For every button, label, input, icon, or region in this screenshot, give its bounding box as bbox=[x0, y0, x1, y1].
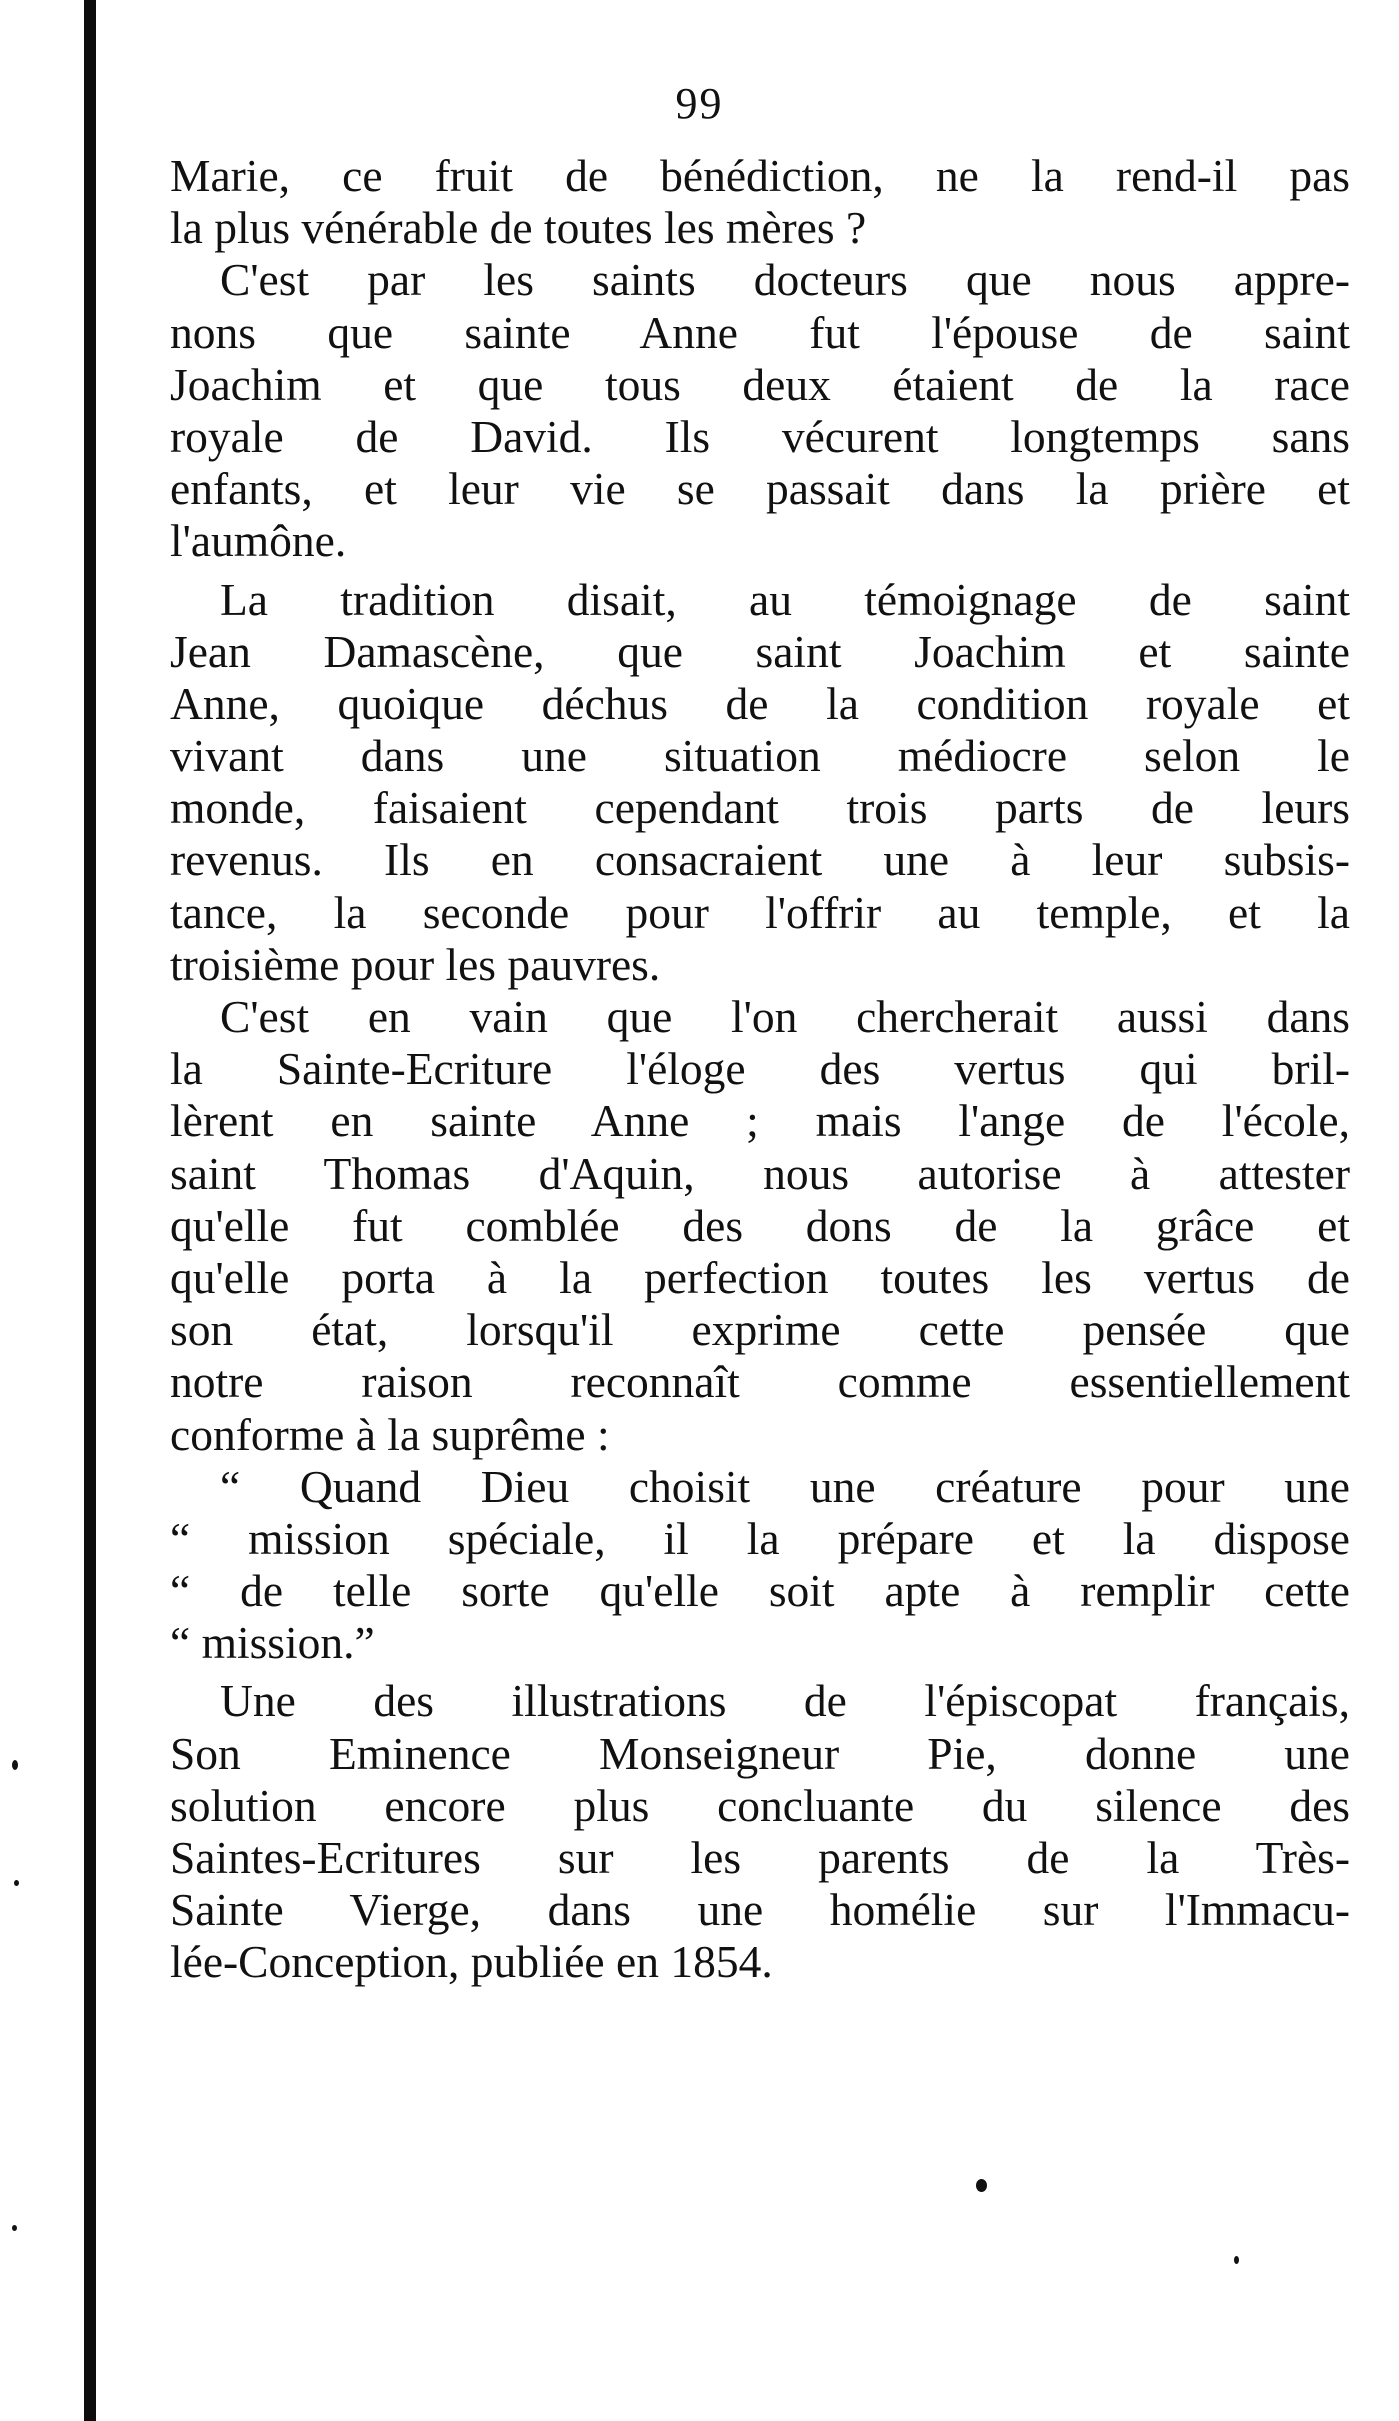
text-line: revenus. Ils en consacraient une à leur subsis- bbox=[170, 834, 1350, 886]
text-line: “ de telle sorte qu'elle soit apte à remplir cette bbox=[170, 1565, 1350, 1617]
text-line: lée-Conception, publiée en 1854. bbox=[170, 1936, 773, 1988]
text-line: La tradition disait, au témoignage de saint bbox=[220, 573, 1350, 625]
text-line: royale de David. Ils vécurent longtemps sans bbox=[170, 410, 1350, 462]
paragraph-1 bbox=[170, 150, 1350, 254]
text-line: Joachim et que tous deux étaient de la race bbox=[170, 358, 1350, 410]
text-line: lèrent en sainte Anne ; mais l'ange de l'école, bbox=[170, 1095, 1350, 1147]
text-line: tance, la seconde pour l'offrir au temple, et la bbox=[170, 886, 1350, 938]
paragraph-3 bbox=[170, 574, 1350, 992]
text-line: enfants, et leur vie se passait dans la prière et bbox=[170, 463, 1350, 515]
text-line: nons que sainte Anne fut l'épouse de saint bbox=[170, 306, 1350, 358]
text-line: solution encore plus concluante du silence des bbox=[170, 1779, 1350, 1831]
text-line: son état, lorsqu'il exprime cette pensée que bbox=[170, 1304, 1350, 1356]
text-line: saint Thomas d'Aquin, nous autorise à attester bbox=[170, 1147, 1350, 1199]
text-line: monde, faisaient cependant trois parts de leurs bbox=[170, 782, 1350, 834]
ink-speck bbox=[14, 1880, 19, 1886]
text-line: la Sainte-Ecriture l'éloge des vertus qui bril- bbox=[170, 1043, 1350, 1095]
text-line: Marie, ce fruit de bénédiction, ne la rend-il pas bbox=[170, 150, 1350, 201]
text-line: conforme à la suprême : bbox=[170, 1408, 610, 1460]
text-line: Son Eminence Monseigneur Pie, donne une bbox=[170, 1727, 1350, 1779]
paragraph-2 bbox=[170, 254, 1350, 567]
text-line: vivant dans une situation médiocre selon le bbox=[170, 730, 1350, 782]
text-line: qu'elle porta à la perfection toutes les vertus de bbox=[170, 1251, 1350, 1303]
text-line: la plus vénérable de toutes les mères ? bbox=[170, 202, 867, 254]
text-line: qu'elle fut comblée des dons de la grâce et bbox=[170, 1199, 1350, 1251]
text-line: l'aumône. bbox=[170, 515, 347, 567]
text-line: C'est par les saints docteurs que nous appre- bbox=[220, 254, 1350, 306]
binding-edge bbox=[84, 0, 96, 2421]
ink-speck bbox=[1234, 2256, 1239, 2264]
text-line: notre raison reconnaît comme essentiellement bbox=[170, 1356, 1350, 1408]
text-line: troisième pour les pauvres. bbox=[170, 938, 661, 990]
text-line: Jean Damascène, que saint Joachim et sainte bbox=[170, 625, 1350, 677]
text-line: “ Quand Dieu choisit une créature pour une bbox=[220, 1460, 1350, 1512]
body-text bbox=[170, 150, 1350, 1989]
text-line: Anne, quoique déchus de la condition royale et bbox=[170, 677, 1350, 729]
ink-speck bbox=[12, 1760, 18, 1770]
page-number: 99 bbox=[675, 79, 724, 128]
text-line: “ mission.” bbox=[170, 1617, 375, 1669]
paragraph-4 bbox=[170, 991, 1350, 1461]
ink-speck bbox=[976, 2179, 987, 2192]
paragraph-6 bbox=[170, 1675, 1350, 1988]
text-line: C'est en vain que l'on chercherait aussi dans bbox=[220, 991, 1350, 1042]
text-line: Saintes-Ecritures sur les parents de la Très- bbox=[170, 1832, 1350, 1883]
text-line: “ mission spéciale, il la prépare et la dispose bbox=[170, 1512, 1350, 1564]
text-line: Une des illustrations de l'épiscopat français, bbox=[220, 1675, 1350, 1727]
quotation bbox=[170, 1461, 1350, 1670]
ink-speck bbox=[12, 2225, 17, 2231]
text-line: Sainte Vierge, dans une homélie sur l'Immacu- bbox=[170, 1884, 1350, 1936]
